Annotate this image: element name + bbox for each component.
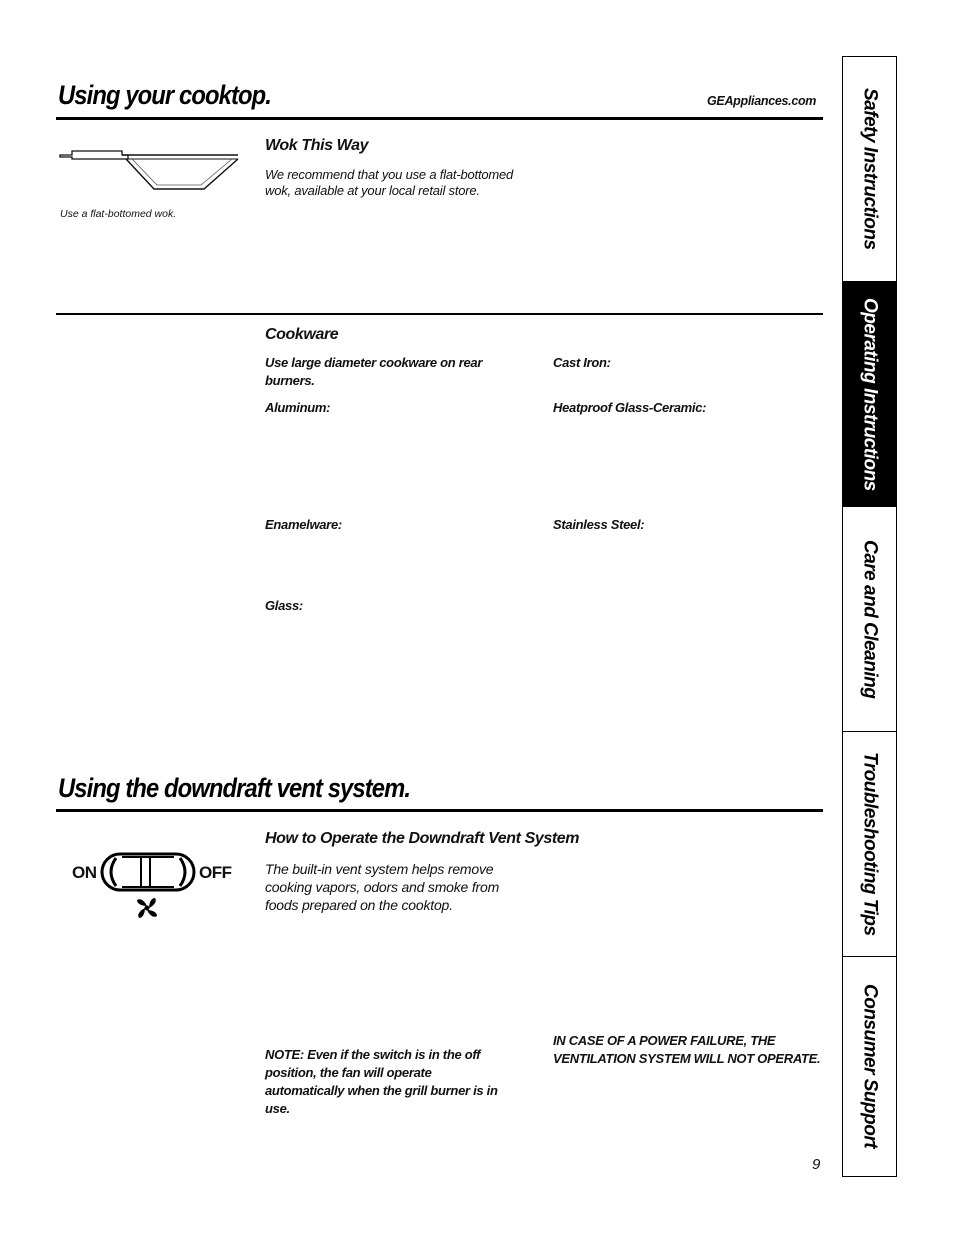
- wok-caption: Use a flat-bottomed wok.: [60, 208, 177, 220]
- page-title-downdraft: Using the downdraft vent system.: [58, 773, 411, 803]
- tab-operating-instructions[interactable]: [843, 282, 896, 507]
- vent-rocker-switch: [100, 852, 196, 892]
- wok-text: We recommend that you use a flat-bottomed wok, available at your local retail store.: [265, 167, 514, 198]
- section-tabs: [842, 56, 897, 1177]
- vent-heading: How to Operate the Downdraft Vent System: [265, 830, 580, 847]
- cookware-aluminum-label: Aluminum:: [265, 400, 331, 415]
- tab-label: Safety Instructions: [859, 88, 881, 250]
- fan-icon: [134, 895, 160, 921]
- cookware-large-diameter: Use large diameter cookware on rear burners.: [265, 355, 483, 388]
- cookware-glass-label: Glass:: [265, 598, 303, 613]
- tab-label: Care and Cleaning: [859, 539, 881, 699]
- page-number: 9: [812, 1156, 821, 1173]
- title-rule: [56, 117, 823, 120]
- section-divider: [56, 313, 823, 315]
- cookware-cast-iron-label: Cast Iron:: [553, 355, 611, 370]
- page-title-cooktop: Using your cooktop.: [58, 80, 271, 110]
- tab-consumer-support[interactable]: [843, 957, 896, 1176]
- wok-heading: Wok This Way: [265, 137, 369, 154]
- tab-troubleshooting-tips[interactable]: [843, 732, 896, 957]
- tab-label: Operating Instructions: [859, 297, 881, 491]
- vent-text: The built-in vent system helps remove cooking vapors, odors and smoke from foods prepared on the cooktop.: [265, 861, 500, 913]
- cookware-enamelware-label: Enamelware:: [265, 517, 342, 532]
- cookware-stainless-label: Stainless Steel:: [553, 517, 645, 532]
- switch-on-label: ON: [72, 863, 97, 882]
- cookware-heading: Cookware: [265, 326, 339, 343]
- tab-safety-instructions[interactable]: [843, 57, 896, 282]
- title-rule-2: [56, 809, 823, 812]
- tab-care-and-cleaning[interactable]: [843, 507, 896, 732]
- website-url[interactable]: GEAppliances.com: [707, 94, 817, 108]
- tab-label: Consumer Support: [859, 984, 881, 1149]
- vent-note: NOTE: Even if the switch is in the off position, the fan will operate automatically when the grill burner is in use.: [265, 1047, 498, 1116]
- power-failure-warning: IN CASE OF A POWER FAILURE, THE VENTILATION SYSTEM WILL NOT OPERATE.: [553, 1033, 821, 1066]
- flat-bottomed-wok-illustration: [58, 145, 240, 195]
- tab-label: Troubleshooting Tips: [859, 752, 881, 936]
- switch-off-label: OFF: [199, 863, 232, 882]
- cookware-glass-ceramic-label: Heatproof Glass-Ceramic:: [553, 400, 707, 415]
